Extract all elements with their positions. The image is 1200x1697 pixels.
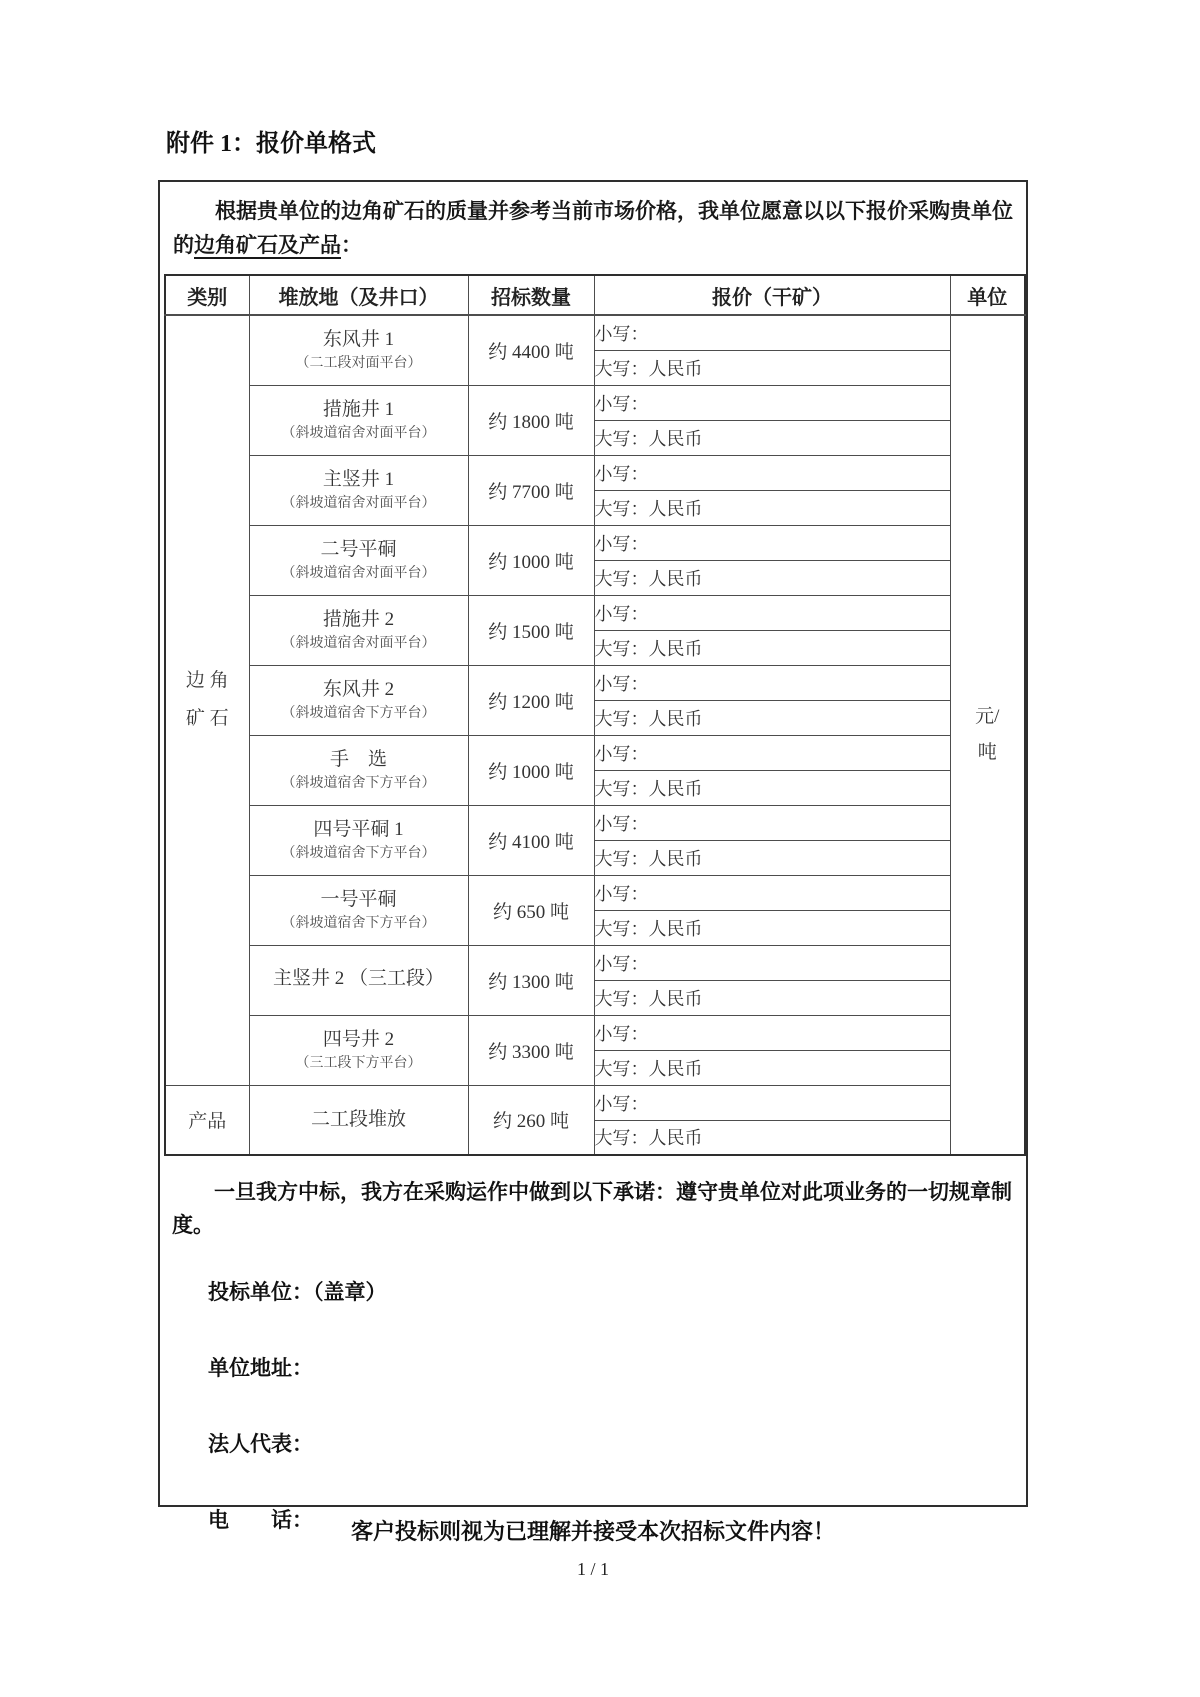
legal-rep-label: 法人代表： [208,1433,313,1456]
unit-cell [950,315,1025,1155]
location-name: 东风井 2 [322,678,395,700]
location-cell [249,945,468,1015]
price-small-cell: 小写： [594,875,950,910]
price-small-cell: 小写： [594,665,950,700]
quantity-cell: 约 1000 吨 [468,525,594,595]
header-unit: 单位 [950,275,1025,315]
category-cell-ore [165,315,249,1085]
location-sublabel: （三工段下方平台） [295,1056,422,1072]
location-sublabel: （斜坡道宿舍下方平台） [281,776,436,792]
header-quantity: 招标数量 [468,275,594,315]
price-small-cell: 小写： [594,595,950,630]
quantity-cell: 约 650 吨 [468,875,594,945]
header-location: 堆放地（及井口） [249,275,468,315]
quotation-table [164,274,1026,1156]
location-cell [249,385,468,455]
quantity-cell: 约 1800 吨 [468,385,594,455]
intro-colon: ： [341,233,362,257]
location-sublabel: （二工段对面平台） [295,356,422,372]
document-content [158,128,1028,1580]
quantity-cell: 约 4400 吨 [468,315,594,385]
location-cell [249,595,468,665]
table-row [165,875,1025,910]
location-sublabel: （斜坡道宿舍下方平台） [281,916,436,932]
location-sublabel: （斜坡道宿舍下方平台） [281,706,436,722]
location-sublabel: （斜坡道宿舍对面平台） [281,496,436,512]
price-small-cell: 小写： [594,1085,950,1120]
location-cell [249,875,468,945]
location-sublabel: （斜坡道宿舍对面平台） [281,566,436,582]
location-sublabel: （斜坡道宿舍对面平台） [281,426,436,442]
location-name: 手 选 [329,748,387,770]
price-large-cell: 大写：人民币 [594,630,950,665]
bidder-label: 投标单位：（盖章） [208,1281,387,1304]
price-small-cell: 小写： [594,315,950,350]
quantity-cell: 约 1200 吨 [468,665,594,735]
page-title: 附件 1：报价单格式 [166,131,376,157]
location-name: 主竖井 1 [322,468,395,490]
price-small-cell: 小写： [594,525,950,560]
quantity-cell: 约 4100 吨 [468,805,594,875]
category-label-ore: 边 角 矿 石 [185,670,229,730]
price-large-cell: 大写：人民币 [594,490,950,525]
table-row [165,665,1025,700]
price-large-cell: 大写：人民币 [594,700,950,735]
table-row [165,525,1025,560]
quantity-cell: 约 260 吨 [468,1085,594,1155]
quantity-cell: 约 3300 吨 [468,1015,594,1085]
price-small-cell: 小写： [594,945,950,980]
quantity-cell: 约 1000 吨 [468,735,594,805]
location-cell [249,1015,468,1085]
quantity-cell: 约 1300 吨 [468,945,594,1015]
footer-note: 客户投标则视为已理解并接受本次招标文件内容！ [350,1519,835,1544]
location-name: 二号平硐 [320,538,397,560]
unit-label: 元/吨 [975,705,1000,763]
location-name: 措施井 1 [322,398,395,420]
price-large-cell: 大写：人民币 [594,420,950,455]
price-small-cell: 小写： [594,455,950,490]
location-name: 一号平硐 [320,888,397,910]
price-large-cell: 大写：人民币 [594,980,950,1015]
table-row [165,595,1025,630]
address-label: 单位地址： [208,1357,313,1380]
price-large-cell: 大写：人民币 [594,350,950,385]
location-cell [249,315,468,385]
table-row [165,735,1025,770]
location-name: 二工段堆放 [310,1108,406,1130]
phone-label: 电 话： [208,1509,313,1532]
price-large-cell: 大写：人民币 [594,840,950,875]
price-small-cell: 小写： [594,385,950,420]
location-sublabel: （斜坡道宿舍对面平台） [281,636,436,652]
location-cell [249,665,468,735]
price-large-cell: 大写：人民币 [594,1120,950,1155]
price-large-cell: 大写：人民币 [594,1050,950,1085]
price-large-cell: 大写：人民币 [594,770,950,805]
location-cell [249,1085,468,1155]
price-large-cell: 大写：人民币 [594,910,950,945]
location-name: 措施井 2 [322,608,395,630]
intro-underlined-text: 边角矿石及产品 [194,233,341,257]
quantity-cell: 约 1500 吨 [468,595,594,665]
page-number: 1 / 1 [576,1559,609,1579]
category-cell-product: 产品 [165,1085,249,1155]
commitment-text: 一旦我方中标，我方在采购运作中做到以下承诺：遵守贵单位对此项业务的一切规章制度。 [172,1181,1012,1237]
table-row [165,1015,1025,1050]
location-sublabel: （斜坡道宿舍下方平台） [281,846,436,862]
table-row [165,455,1025,490]
price-small-cell: 小写： [594,735,950,770]
header-category: 类别 [165,275,249,315]
location-cell [249,455,468,525]
table-header-row [165,275,1025,315]
location-cell [249,525,468,595]
location-name: 主竖井 2 （三工段） [272,967,444,989]
table-row [165,805,1025,840]
table-row-product [165,1085,1025,1120]
table-row [165,385,1025,420]
location-cell [249,805,468,875]
location-name: 四号平硐 1 [313,818,404,840]
location-name: 四号井 2 [322,1028,395,1050]
intro-text: 根据贵单位的边角矿石的质量并参考当前市场价格，我单位愿意以以下报价采购贵单位的 [173,199,1013,257]
price-small-cell: 小写： [594,805,950,840]
table-row [165,945,1025,980]
price-large-cell: 大写：人民币 [594,560,950,595]
quantity-cell: 约 7700 吨 [468,455,594,525]
location-name: 东风井 1 [322,328,395,350]
location-cell [249,735,468,805]
header-price: 报价（干矿） [594,275,950,315]
table-row [165,315,1025,350]
price-small-cell: 小写： [594,1015,950,1050]
intro-paragraph [173,194,1013,262]
